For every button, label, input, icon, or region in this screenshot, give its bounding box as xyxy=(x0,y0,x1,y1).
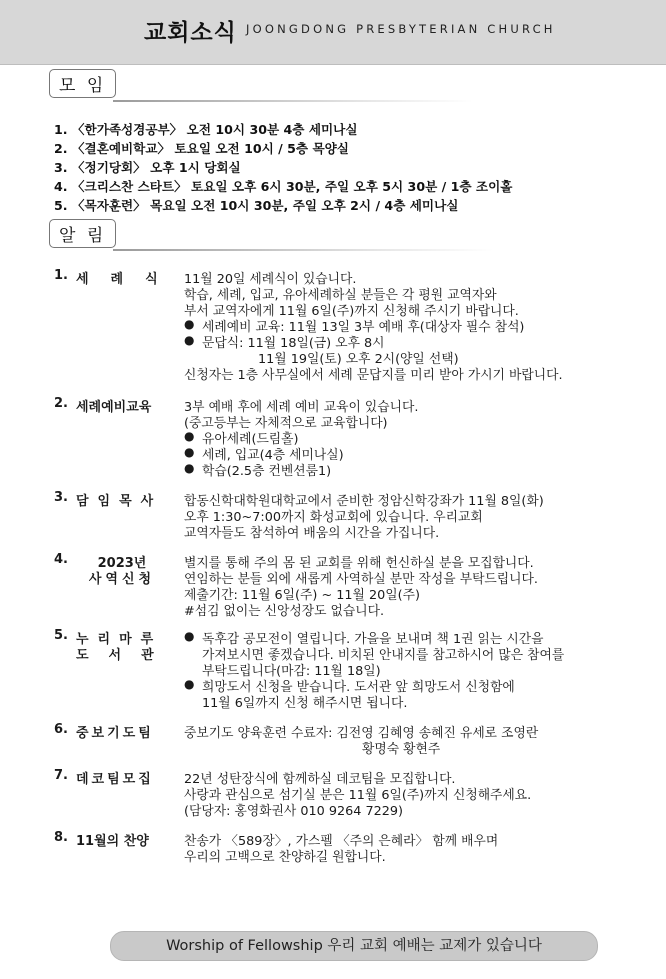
notice-line: (중고등부는 자체적으로 교육합니다) xyxy=(184,416,388,431)
bullet-icon: ● xyxy=(184,461,195,475)
bullet-icon: ● xyxy=(184,429,195,443)
notice-number: 4. xyxy=(54,552,68,567)
notice-title-text: 누리마루 xyxy=(76,632,163,647)
notice-line: 학습, 세례, 입교, 유아세례하실 분들은 각 평원 교역자와 xyxy=(184,288,497,303)
notice-title-2023: 2023년 xyxy=(97,556,147,571)
notice-title-baptism-education: 세례예비교육 xyxy=(76,400,152,415)
notice-title-senior-pastor xyxy=(76,490,168,509)
notice-line: 11월 20일 세례식이 있습니다. xyxy=(184,272,357,287)
notices-section-label: 알 림 xyxy=(49,219,116,248)
meeting-item-1: 1. 〈한가족성경공부〉 오전 10시 30분 4층 세미나실 xyxy=(54,122,358,137)
notice-line: 세례, 입교(4층 세미나실) xyxy=(202,448,344,463)
bullet-icon: ● xyxy=(184,629,195,643)
notice-line: 제출기간: 11월 6일(주) ~ 11월 20일(주) xyxy=(184,588,420,603)
meetings-divider xyxy=(113,100,473,102)
meeting-item-2: 2. 〈결혼예비학교〉 토요일 오전 10시 / 5층 목양실 xyxy=(54,141,349,156)
notice-number: 7. xyxy=(54,768,68,783)
notice-line: 부탁드립니다(마감: 11월 18일) xyxy=(202,664,381,679)
notice-title-text: 세례식 xyxy=(76,272,180,287)
notice-line: 11월 6일까지 신청 해주시면 됩니다. xyxy=(202,696,408,711)
notice-number: 8. xyxy=(54,830,68,845)
notice-title-library xyxy=(76,644,174,663)
notice-title-ministry-application xyxy=(76,568,168,587)
notice-line: 3부 예배 후에 세례 예비 교육이 있습니다. xyxy=(184,400,419,415)
notice-number: 5. xyxy=(54,628,68,643)
notice-line: 연임하는 분들 외에 새롭게 사역하실 분만 작성을 부탁드립니다. xyxy=(184,572,538,587)
notice-line: (담당자: 홍영화권사 010 9264 7229) xyxy=(184,804,404,819)
notice-line: 독후감 공모전이 열립니다. 가을을 보내며 책 1권 읽는 시간을 xyxy=(202,632,544,647)
notice-line: 희망도서 신청을 받습니다. 도서관 앞 희망도서 신청함에 xyxy=(202,680,515,695)
notice-line: 사랑과 관심으로 섬기실 분은 11월 6일(주)까지 신청해주세요. xyxy=(184,788,532,803)
bullet-icon: ● xyxy=(184,317,195,331)
notice-line: 가져보시면 좋겠습니다. 비치된 안내지를 참고하시어 많은 참여를 xyxy=(202,648,565,663)
notice-line: 우리의 고백으로 찬양하길 원합니다. xyxy=(184,850,386,865)
notice-line: 합동신학대학원대학교에서 준비한 정암신학강좌가 11월 8일(화) xyxy=(184,494,544,509)
notice-line: 부서 교역자에게 11월 6일(주)까지 신청해 주시기 바랍니다. xyxy=(184,304,519,319)
church-name: JOONGDONG PRESBYTERIAN CHURCH xyxy=(246,22,556,36)
header-bar xyxy=(0,0,666,65)
page-title: 교회소식 xyxy=(144,20,237,46)
notice-line: 세례예비 교육: 11월 13일 3부 예배 후(대상자 필수 참석) xyxy=(202,320,525,335)
meeting-item-4: 4. 〈크리스찬 스타트〉 토요일 오후 6시 30분, 주일 오후 5시 30분 / 1층 조이홀 xyxy=(54,179,513,194)
notice-line: 교역자들도 참석하여 배움의 시간을 가집니다. xyxy=(184,526,440,541)
notice-line: 황명숙 황현주 xyxy=(362,742,441,757)
bullet-icon: ● xyxy=(184,445,195,459)
notice-line: 22년 성탄장식에 함께하실 데코팀을 모집합니다. xyxy=(184,772,456,787)
notice-number: 6. xyxy=(54,722,68,737)
notices-divider xyxy=(113,249,493,251)
notice-line: 유아세례(드림홀) xyxy=(202,432,299,447)
notice-title-text: 담임목사 xyxy=(76,494,163,509)
notice-line: 학습(2.5층 컨벤션룸1) xyxy=(202,464,332,479)
notice-line: 문답식: 11월 18일(금) 오후 8시 xyxy=(202,336,385,351)
notice-title-baptism xyxy=(76,268,180,287)
notice-title-text: 사역신청 xyxy=(88,572,156,587)
notice-line: 신청자는 1층 사무실에서 세례 문답지를 미리 받아 가시기 바랍니다. xyxy=(184,368,563,383)
notice-title-intercession-team xyxy=(76,722,168,741)
notice-title-text: 데코팀모집 xyxy=(76,772,154,787)
notice-line: #섬김 없이는 신앙성장도 없습니다. xyxy=(184,604,385,619)
notice-number: 1. xyxy=(54,268,68,283)
notice-line: 오후 1:30~7:00까지 화성교회에 있습니다. 우리교회 xyxy=(184,510,483,525)
notice-title-november-praise: 11월의 찬양 xyxy=(76,834,149,849)
notice-title-text: 도서관 xyxy=(76,648,174,663)
notice-line: 11월 19일(토) 오후 2시(양일 선택) xyxy=(258,352,459,367)
meeting-item-5: 5. 〈목자훈련〉 목요일 오전 10시 30분, 주일 오후 2시 / 4층 세미나실 xyxy=(54,198,459,213)
notice-title-text: 중보기도팀 xyxy=(76,726,154,741)
notice-title-deco-team xyxy=(76,768,168,787)
meetings-section-label: 모 임 xyxy=(49,69,116,98)
footer-banner: Worship of Fellowship 우리 교회 예배는 교제가 있습니다 xyxy=(110,931,598,961)
bullet-icon: ● xyxy=(184,677,195,691)
notice-line: 찬송가 〈589장〉, 가스펠 〈주의 은혜라〉 함께 배우며 xyxy=(184,834,499,849)
notice-line: 중보기도 양육훈련 수료자: 김전영 김혜영 송혜진 유세로 조영란 xyxy=(184,726,539,741)
notice-number: 2. xyxy=(54,396,68,411)
notice-line: 별지를 통해 주의 몸 된 교회를 위해 헌신하실 분을 모집합니다. xyxy=(184,556,534,571)
notice-number: 3. xyxy=(54,490,68,505)
meeting-item-3: 3. 〈정기당회〉 오후 1시 당회실 xyxy=(54,160,241,175)
bullet-icon: ● xyxy=(184,333,195,347)
